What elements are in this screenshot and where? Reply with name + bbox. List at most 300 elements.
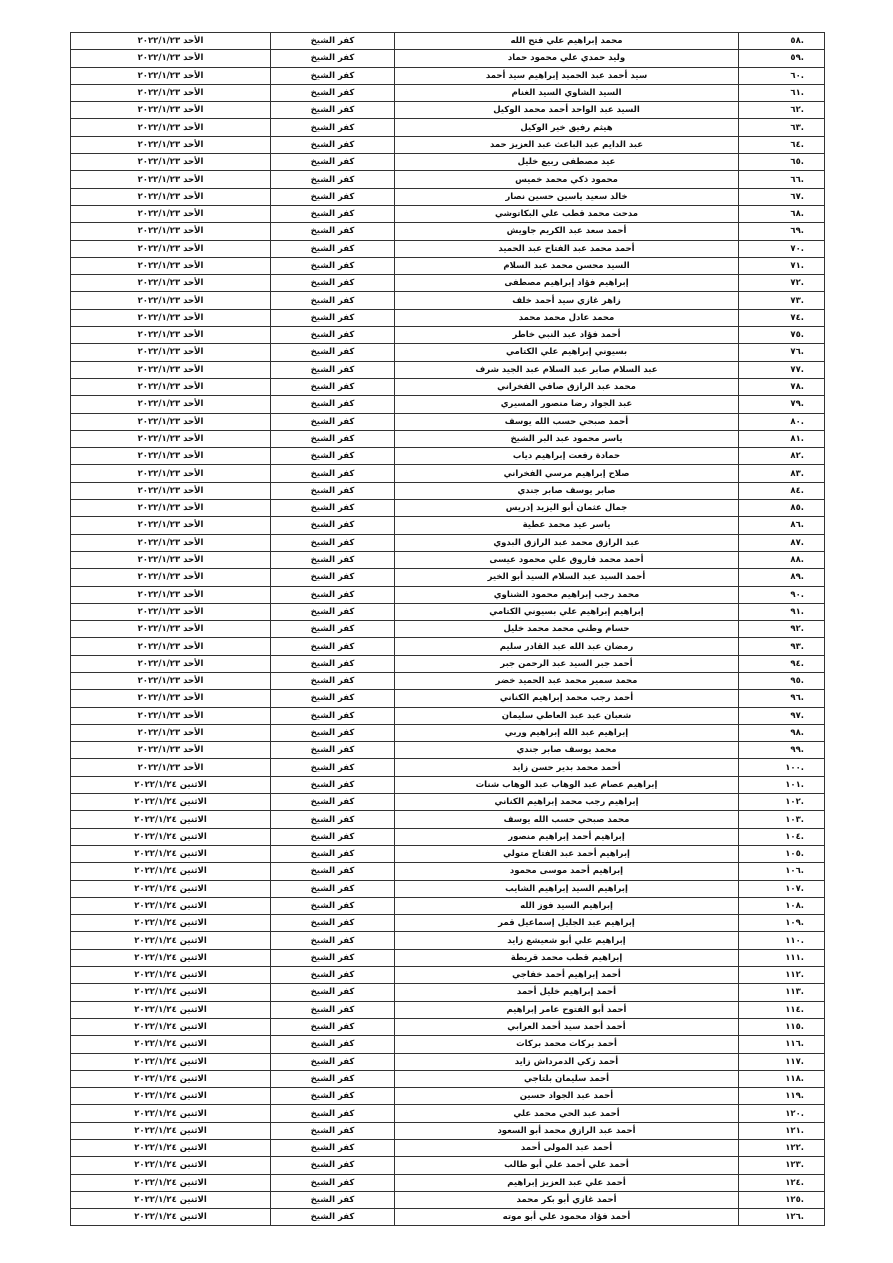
table-row	[71, 102, 825, 119]
table-row	[71, 154, 825, 171]
date-cell: الاثنين ٢٠٢٢/١/٢٤	[71, 1140, 271, 1157]
number-cell: .٩٧	[739, 707, 825, 724]
name-cell: زاهر غازي سيد أحمد خلف	[395, 292, 739, 309]
city-cell: كفر الشيخ	[271, 413, 395, 430]
city-cell: كفر الشيخ	[271, 794, 395, 811]
number-cell: .١٠٢	[739, 794, 825, 811]
city-cell: كفر الشيخ	[271, 915, 395, 932]
table-row	[71, 1053, 825, 1070]
city-cell: كفر الشيخ	[271, 655, 395, 672]
number-cell: .١١٢	[739, 967, 825, 984]
number-cell: .١١٩	[739, 1088, 825, 1105]
name-cell: أحمد محمد عبد الفتاح عبد الحميد	[395, 240, 739, 257]
name-cell: إبراهيم أحمد إبراهيم منصور	[395, 828, 739, 845]
city-cell: كفر الشيخ	[271, 275, 395, 292]
number-cell: .٥٩	[739, 50, 825, 67]
date-cell: الأحد ٢٠٢٢/١/٢٣	[71, 361, 271, 378]
table-row	[71, 1001, 825, 1018]
number-cell: .٨٦	[739, 517, 825, 534]
number-cell: .٧٠	[739, 240, 825, 257]
city-cell: كفر الشيخ	[271, 500, 395, 517]
table-row	[71, 949, 825, 966]
number-cell: .١٠٥	[739, 845, 825, 862]
city-cell: كفر الشيخ	[271, 1140, 395, 1157]
city-cell: كفر الشيخ	[271, 188, 395, 205]
name-cell: إبراهيم السيد فوز الله	[395, 897, 739, 914]
name-cell: ياسر عيد محمد عطية	[395, 517, 739, 534]
table-row	[71, 811, 825, 828]
name-cell: السيد الشاوي السيد الغنام	[395, 84, 739, 101]
number-cell: .١٠٩	[739, 915, 825, 932]
date-cell: الاثنين ٢٠٢٢/١/٢٤	[71, 949, 271, 966]
city-cell: كفر الشيخ	[271, 707, 395, 724]
table-row	[71, 776, 825, 793]
name-cell: عبد الرازق محمد عبد الرازق البدوي	[395, 534, 739, 551]
date-cell: الأحد ٢٠٢٢/١/٢٣	[71, 309, 271, 326]
number-cell: .٧١	[739, 257, 825, 274]
table-row	[71, 205, 825, 222]
date-cell: الأحد ٢٠٢٢/١/٢٣	[71, 327, 271, 344]
name-cell: أحمد أبو الفتوح عامر إبراهيم	[395, 1001, 739, 1018]
table-row	[71, 1191, 825, 1208]
table-row	[71, 1018, 825, 1035]
city-cell: كفر الشيخ	[271, 759, 395, 776]
name-cell: عبد الدايم عبد الباعث عبد العزيز حمد	[395, 136, 739, 153]
number-cell: .٨٢	[739, 448, 825, 465]
city-cell: كفر الشيخ	[271, 171, 395, 188]
table-row	[71, 344, 825, 361]
name-cell: أحمد فؤاد عبد النبي خاطر	[395, 327, 739, 344]
date-cell: الأحد ٢٠٢٢/١/٢٣	[71, 707, 271, 724]
name-cell: السيد عبد الواحد أحمد محمد الوكيل	[395, 102, 739, 119]
name-cell: إبراهيم قطب محمد قريطة	[395, 949, 739, 966]
number-cell: .١٠٤	[739, 828, 825, 845]
date-cell: الأحد ٢٠٢٢/١/٢٣	[71, 742, 271, 759]
name-cell: إبراهيم عصام عبد الوهاب عبد الوهاب شنات	[395, 776, 739, 793]
date-cell: الاثنين ٢٠٢٢/١/٢٤	[71, 967, 271, 984]
number-cell: .١١٠	[739, 932, 825, 949]
date-cell: الاثنين ٢٠٢٢/١/٢٤	[71, 1174, 271, 1191]
name-cell: هيثم رفيق خير الوكيل	[395, 119, 739, 136]
name-cell: أحمد سليمان بلتاجي	[395, 1070, 739, 1087]
date-cell: الأحد ٢٠٢٢/١/٢٣	[71, 690, 271, 707]
date-cell: الاثنين ٢٠٢٢/١/٢٤	[71, 1157, 271, 1174]
table-row	[71, 33, 825, 50]
date-cell: الأحد ٢٠٢٢/١/٢٣	[71, 136, 271, 153]
city-cell: كفر الشيخ	[271, 672, 395, 689]
table-row	[71, 1209, 825, 1226]
name-cell: حسام وطني محمد محمد خليل	[395, 621, 739, 638]
name-cell: أحمد السيد عبد السلام السيد أبو الخير	[395, 569, 739, 586]
table-row	[71, 655, 825, 672]
table-row	[71, 742, 825, 759]
date-cell: الأحد ٢٠٢٢/١/٢٣	[71, 292, 271, 309]
name-cell: إبراهيم إبراهيم علي بسيوني الكتامي	[395, 603, 739, 620]
name-cell: عبد الجواد رضا منصور المسيري	[395, 396, 739, 413]
table-row	[71, 171, 825, 188]
city-cell: كفر الشيخ	[271, 897, 395, 914]
table-row	[71, 223, 825, 240]
city-cell: كفر الشيخ	[271, 1001, 395, 1018]
city-cell: كفر الشيخ	[271, 396, 395, 413]
table-row	[71, 672, 825, 689]
table-row	[71, 448, 825, 465]
number-cell: .٨٠	[739, 413, 825, 430]
date-cell: الأحد ٢٠٢٢/١/٢٣	[71, 396, 271, 413]
table-row	[71, 500, 825, 517]
city-cell: كفر الشيخ	[271, 1157, 395, 1174]
date-cell: الأحد ٢٠٢٢/١/٢٣	[71, 724, 271, 741]
table-row	[71, 292, 825, 309]
number-cell: .٥٨	[739, 33, 825, 50]
date-cell: الاثنين ٢٠٢٢/١/٢٤	[71, 1036, 271, 1053]
number-cell: .٦١	[739, 84, 825, 101]
table-row	[71, 759, 825, 776]
name-cell: إبراهيم رجب محمد إبراهيم الكناني	[395, 794, 739, 811]
number-cell: .٨١	[739, 430, 825, 447]
name-cell: إبراهيم أحمد موسى محمود	[395, 863, 739, 880]
number-cell: .٨٤	[739, 482, 825, 499]
table-row	[71, 430, 825, 447]
date-cell: الأحد ٢٠٢٢/١/٢٣	[71, 33, 271, 50]
table-row	[71, 50, 825, 67]
table-row	[71, 413, 825, 430]
name-cell: أحمد إبراهيم خليل أحمد	[395, 984, 739, 1001]
name-cell: عيد مصطفى ربيع خليل	[395, 154, 739, 171]
date-cell: الأحد ٢٠٢٢/١/٢٣	[71, 275, 271, 292]
name-cell: مدحت محمد قطب علي البكاتوشي	[395, 205, 739, 222]
number-cell: .١٠٦	[739, 863, 825, 880]
date-cell: الأحد ٢٠٢٢/١/٢٣	[71, 517, 271, 534]
table-row	[71, 378, 825, 395]
date-cell: الأحد ٢٠٢٢/١/٢٣	[71, 84, 271, 101]
table-row	[71, 361, 825, 378]
date-cell: الأحد ٢٠٢٢/١/٢٣	[71, 759, 271, 776]
table-row	[71, 119, 825, 136]
table-row	[71, 188, 825, 205]
name-cell: أحمد عبد الرازق محمد أبو السعود	[395, 1122, 739, 1139]
name-cell: رمضان عبد الله عبد القادر سليم	[395, 638, 739, 655]
date-cell: الأحد ٢٠٢٢/١/٢٣	[71, 655, 271, 672]
city-cell: كفر الشيخ	[271, 1053, 395, 1070]
table-row	[71, 897, 825, 914]
date-cell: الأحد ٢٠٢٢/١/٢٣	[71, 378, 271, 395]
number-cell: .٦٩	[739, 223, 825, 240]
number-cell: .٧٢	[739, 275, 825, 292]
date-cell: الاثنين ٢٠٢٢/١/٢٤	[71, 794, 271, 811]
date-cell: الاثنين ٢٠٢٢/١/٢٤	[71, 1053, 271, 1070]
city-cell: كفر الشيخ	[271, 863, 395, 880]
city-cell: كفر الشيخ	[271, 292, 395, 309]
number-cell: .١٢١	[739, 1122, 825, 1139]
city-cell: كفر الشيخ	[271, 1070, 395, 1087]
table-row	[71, 1088, 825, 1105]
number-cell: .٩٩	[739, 742, 825, 759]
city-cell: كفر الشيخ	[271, 482, 395, 499]
city-cell: كفر الشيخ	[271, 551, 395, 568]
city-cell: كفر الشيخ	[271, 84, 395, 101]
number-cell: .١٢٠	[739, 1105, 825, 1122]
number-cell: .٨٨	[739, 551, 825, 568]
city-cell: كفر الشيخ	[271, 327, 395, 344]
number-cell: .٦٨	[739, 205, 825, 222]
city-cell: كفر الشيخ	[271, 967, 395, 984]
name-cell: إبراهيم علي أبو شعيشع زايد	[395, 932, 739, 949]
number-cell: .٦٦	[739, 171, 825, 188]
city-cell: كفر الشيخ	[271, 119, 395, 136]
city-cell: كفر الشيخ	[271, 1105, 395, 1122]
name-cell: أحمد محمد بدير حسن زايد	[395, 759, 739, 776]
number-cell: .١٢٢	[739, 1140, 825, 1157]
date-cell: الأحد ٢٠٢٢/١/٢٣	[71, 465, 271, 482]
number-cell: .١١٧	[739, 1053, 825, 1070]
date-cell: الأحد ٢٠٢٢/١/٢٣	[71, 240, 271, 257]
city-cell: كفر الشيخ	[271, 1174, 395, 1191]
number-cell: .٧٩	[739, 396, 825, 413]
name-cell: أحمد عبد الجواد حسين	[395, 1088, 739, 1105]
name-cell: السيد محسن محمد عبد السلام	[395, 257, 739, 274]
name-cell: أحمد جبر السيد عبد الرحمن جبر	[395, 655, 739, 672]
city-cell: كفر الشيخ	[271, 205, 395, 222]
number-cell: .٧٧	[739, 361, 825, 378]
date-cell: الاثنين ٢٠٢٢/١/٢٤	[71, 1191, 271, 1208]
city-cell: كفر الشيخ	[271, 932, 395, 949]
date-cell: الأحد ٢٠٢٢/١/٢٣	[71, 223, 271, 240]
city-cell: كفر الشيخ	[271, 1036, 395, 1053]
date-cell: الأحد ٢٠٢٢/١/٢٣	[71, 154, 271, 171]
city-cell: كفر الشيخ	[271, 223, 395, 240]
name-cell: إبراهيم فؤاد إبراهيم مصطفى	[395, 275, 739, 292]
table-row	[71, 551, 825, 568]
name-cell: أحمد علي أحمد علي أبو طالب	[395, 1157, 739, 1174]
city-cell: كفر الشيخ	[271, 845, 395, 862]
name-cell: إبراهيم أحمد عبد الفتاح متولي	[395, 845, 739, 862]
date-cell: الأحد ٢٠٢٢/١/٢٣	[71, 205, 271, 222]
name-cell: شعبان عبد عبد العاطي سليمان	[395, 707, 739, 724]
table-row	[71, 327, 825, 344]
name-cell: وليد حمدي علي محمود حماد	[395, 50, 739, 67]
number-cell: .٩٠	[739, 586, 825, 603]
date-cell: الأحد ٢٠٢٢/١/٢٣	[71, 119, 271, 136]
city-cell: كفر الشيخ	[271, 154, 395, 171]
table-row	[71, 1122, 825, 1139]
table-row	[71, 482, 825, 499]
city-cell: كفر الشيخ	[271, 378, 395, 395]
table-row	[71, 690, 825, 707]
city-cell: كفر الشيخ	[271, 430, 395, 447]
number-cell: .٩٥	[739, 672, 825, 689]
name-cell: إبراهيم عبد الله إبراهيم وربي	[395, 724, 739, 741]
name-cell: أحمد غازي أبو بكر محمد	[395, 1191, 739, 1208]
city-cell: كفر الشيخ	[271, 828, 395, 845]
city-cell: كفر الشيخ	[271, 880, 395, 897]
name-cell: أحمد فؤاد محمود علي أبو موته	[395, 1209, 739, 1226]
name-cell: محمد عبد الرازق صافي الفخراني	[395, 378, 739, 395]
table-row	[71, 517, 825, 534]
name-cell: بسيوني إبراهيم علي الكتامي	[395, 344, 739, 361]
city-cell: كفر الشيخ	[271, 984, 395, 1001]
name-cell: أحمد علي عبد العزيز إبراهيم	[395, 1174, 739, 1191]
city-cell: كفر الشيخ	[271, 448, 395, 465]
number-cell: .٧٤	[739, 309, 825, 326]
date-cell: الاثنين ٢٠٢٢/١/٢٤	[71, 1018, 271, 1035]
city-cell: كفر الشيخ	[271, 33, 395, 50]
name-cell: حمادة رفعت إبراهيم دياب	[395, 448, 739, 465]
name-cell: محمد رجب إبراهيم محمود الشناوي	[395, 586, 739, 603]
name-cell: جمال عثمان أبو اليزيد إدريس	[395, 500, 739, 517]
number-cell: .٩٦	[739, 690, 825, 707]
city-cell: كفر الشيخ	[271, 361, 395, 378]
date-cell: الأحد ٢٠٢٢/١/٢٣	[71, 188, 271, 205]
date-cell: الاثنين ٢٠٢٢/١/٢٤	[71, 1088, 271, 1105]
table-row	[71, 915, 825, 932]
table-row	[71, 569, 825, 586]
date-cell: الأحد ٢٠٢٢/١/٢٣	[71, 621, 271, 638]
number-cell: .١٠٠	[739, 759, 825, 776]
name-cell: محمد إبراهيم علي فتح الله	[395, 33, 739, 50]
city-cell: كفر الشيخ	[271, 517, 395, 534]
number-cell: .١٢٥	[739, 1191, 825, 1208]
date-cell: الاثنين ٢٠٢٢/١/٢٤	[71, 915, 271, 932]
name-cell: أحمد زكي الدمرداش زايد	[395, 1053, 739, 1070]
city-cell: كفر الشيخ	[271, 67, 395, 84]
date-cell: الاثنين ٢٠٢٢/١/٢٤	[71, 984, 271, 1001]
date-cell: الاثنين ٢٠٢٢/١/٢٤	[71, 863, 271, 880]
number-cell: .١١٥	[739, 1018, 825, 1035]
name-cell: ياسر محمود عبد البر الشيخ	[395, 430, 739, 447]
number-cell: .١٠٧	[739, 880, 825, 897]
table-row	[71, 794, 825, 811]
name-cell: محمد يوسف صابر جندي	[395, 742, 739, 759]
table-row	[71, 257, 825, 274]
number-cell: .٩٤	[739, 655, 825, 672]
name-cell: أحمد عبد الحي محمد علي	[395, 1105, 739, 1122]
table-row	[71, 465, 825, 482]
name-cell: أحمد محمد فاروق علي محمود عيسى	[395, 551, 739, 568]
number-cell: .٦٠	[739, 67, 825, 84]
table-row	[71, 1174, 825, 1191]
name-cell: خالد سعيد ياسين حسين نصار	[395, 188, 739, 205]
table-row	[71, 707, 825, 724]
table-row	[71, 880, 825, 897]
date-cell: الأحد ٢٠٢٢/١/٢٣	[71, 448, 271, 465]
table-row	[71, 984, 825, 1001]
date-cell: الاثنين ٢٠٢٢/١/٢٤	[71, 828, 271, 845]
date-cell: الأحد ٢٠٢٢/١/٢٣	[71, 534, 271, 551]
date-cell: الأحد ٢٠٢٢/١/٢٣	[71, 500, 271, 517]
attendance-table	[70, 32, 825, 1226]
date-cell: الأحد ٢٠٢٢/١/٢٣	[71, 551, 271, 568]
name-cell: محمود ذكي محمد خميس	[395, 171, 739, 188]
number-cell: .٦٢	[739, 102, 825, 119]
number-cell: .١٠٣	[739, 811, 825, 828]
table-row	[71, 724, 825, 741]
name-cell: إبراهيم عبد الجليل إسماعيل قمر	[395, 915, 739, 932]
name-cell: محمد سمير محمد عبد الحميد خضر	[395, 672, 739, 689]
date-cell: الأحد ٢٠٢٢/١/٢٣	[71, 430, 271, 447]
name-cell: سيد أحمد عبد الحميد إبراهيم سيد أحمد	[395, 67, 739, 84]
date-cell: الأحد ٢٠٢٢/١/٢٣	[71, 50, 271, 67]
table-body	[71, 33, 825, 1226]
number-cell: .٧٨	[739, 378, 825, 395]
city-cell: كفر الشيخ	[271, 811, 395, 828]
date-cell: الاثنين ٢٠٢٢/١/٢٤	[71, 1122, 271, 1139]
table-row	[71, 1105, 825, 1122]
date-cell: الأحد ٢٠٢٢/١/٢٣	[71, 102, 271, 119]
date-cell: الاثنين ٢٠٢٢/١/٢٤	[71, 1105, 271, 1122]
date-cell: الاثنين ٢٠٢٢/١/٢٤	[71, 811, 271, 828]
number-cell: .٨٣	[739, 465, 825, 482]
number-cell: .٨٩	[739, 569, 825, 586]
number-cell: .٦٤	[739, 136, 825, 153]
date-cell: الأحد ٢٠٢٢/١/٢٣	[71, 67, 271, 84]
number-cell: .١١٤	[739, 1001, 825, 1018]
table-row	[71, 586, 825, 603]
date-cell: الأحد ٢٠٢٢/١/٢٣	[71, 569, 271, 586]
number-cell: .١١٦	[739, 1036, 825, 1053]
table-row	[71, 240, 825, 257]
name-cell: صلاح إبراهيم مرسي الفخراني	[395, 465, 739, 482]
number-cell: .١١١	[739, 949, 825, 966]
table-row	[71, 845, 825, 862]
name-cell: أحمد رجب محمد إبراهيم الكناني	[395, 690, 739, 707]
date-cell: الأحد ٢٠٢٢/١/٢٣	[71, 672, 271, 689]
city-cell: كفر الشيخ	[271, 690, 395, 707]
number-cell: .٩٢	[739, 621, 825, 638]
city-cell: كفر الشيخ	[271, 534, 395, 551]
city-cell: كفر الشيخ	[271, 309, 395, 326]
name-cell: عبد السلام صابر عبد السلام عبد الجيد شرف	[395, 361, 739, 378]
name-cell: صابر يوسف صابر جندي	[395, 482, 739, 499]
table-row	[71, 1036, 825, 1053]
city-cell: كفر الشيخ	[271, 136, 395, 153]
date-cell: الأحد ٢٠٢٢/١/٢٣	[71, 257, 271, 274]
table-row	[71, 396, 825, 413]
table-row	[71, 638, 825, 655]
name-cell: أحمد صبحي حسب الله يوسف	[395, 413, 739, 430]
table-row	[71, 309, 825, 326]
name-cell: أحمد إبراهيم أحمد خفاجي	[395, 967, 739, 984]
table-row	[71, 1140, 825, 1157]
number-cell: .٧٣	[739, 292, 825, 309]
city-cell: كفر الشيخ	[271, 603, 395, 620]
date-cell: الأحد ٢٠٢٢/١/٢٣	[71, 413, 271, 430]
number-cell: .١١٨	[739, 1070, 825, 1087]
number-cell: .٩١	[739, 603, 825, 620]
table-row	[71, 621, 825, 638]
number-cell: .١١٣	[739, 984, 825, 1001]
number-cell: .٨٧	[739, 534, 825, 551]
date-cell: الأحد ٢٠٢٢/١/٢٣	[71, 171, 271, 188]
city-cell: كفر الشيخ	[271, 586, 395, 603]
date-cell: الاثنين ٢٠٢٢/١/٢٤	[71, 1001, 271, 1018]
city-cell: كفر الشيخ	[271, 638, 395, 655]
table-row	[71, 932, 825, 949]
city-cell: كفر الشيخ	[271, 1018, 395, 1035]
number-cell: .٦٥	[739, 154, 825, 171]
number-cell: .١٢٦	[739, 1209, 825, 1226]
date-cell: الاثنين ٢٠٢٢/١/٢٤	[71, 776, 271, 793]
city-cell: كفر الشيخ	[271, 776, 395, 793]
number-cell: .٧٥	[739, 327, 825, 344]
city-cell: كفر الشيخ	[271, 102, 395, 119]
table-row	[71, 603, 825, 620]
number-cell: .١٠٨	[739, 897, 825, 914]
city-cell: كفر الشيخ	[271, 569, 395, 586]
name-cell: محمد صبحي حسب الله يوسف	[395, 811, 739, 828]
number-cell: .١٢٤	[739, 1174, 825, 1191]
date-cell: الاثنين ٢٠٢٢/١/٢٤	[71, 1209, 271, 1226]
